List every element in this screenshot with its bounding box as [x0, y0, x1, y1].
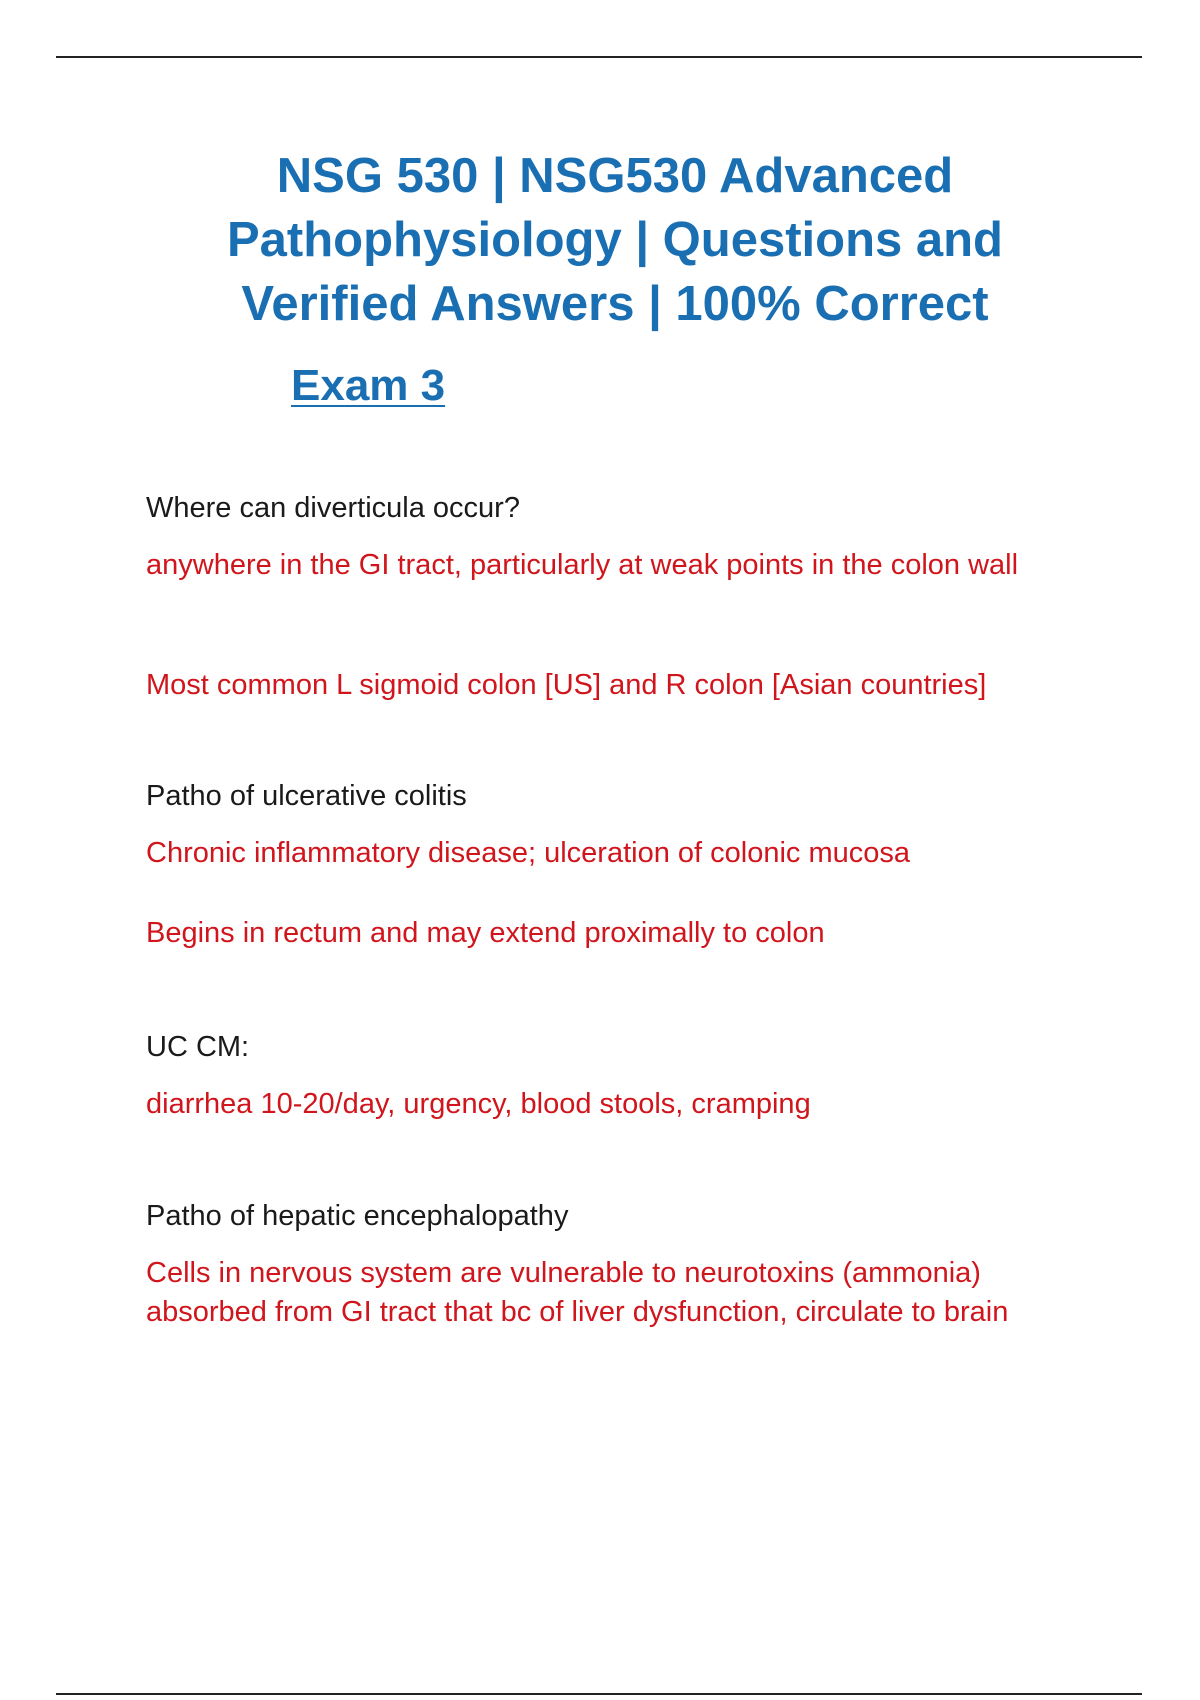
question-diverticula: Where can diverticula occur?: [146, 492, 520, 524]
answer-ulcerative-colitis-extent: Begins in rectum and may extend proximally to colon: [146, 917, 825, 949]
answer-hepatic-encephalopathy: Cells in nervous system are vulnerable to neurotoxins (ammonia) absorbed from GI tract that bc of liver dysfunction, circulate to brain: [146, 1257, 1009, 1328]
top-rule: [56, 56, 1142, 58]
title-line: Pathophysiology | Questions and: [226, 213, 1003, 267]
answer-diverticula-common-sites: Most common L sigmoid colon [US] and R colon [Asian countries]: [146, 669, 987, 701]
bottom-rule: [56, 1693, 1142, 1695]
answer-uc-cm: diarrhea 10-20/day, urgency, blood stools, cramping: [146, 1088, 811, 1120]
question-uc-cm: UC CM:: [146, 1031, 250, 1063]
question-hepatic-encephalopathy: Patho of hepatic encephalopathy: [146, 1200, 569, 1232]
exam-subtitle: Exam 3: [291, 361, 446, 410]
title-line: NSG 530 | NSG530 Advanced: [276, 149, 954, 203]
answer-diverticula-location: anywhere in the GI tract, particularly at weak points in the colon wall: [146, 549, 1019, 581]
question-ulcerative-colitis: Patho of ulcerative colitis: [146, 780, 467, 812]
document-title: [150, 144, 1080, 336]
title-line: Verified Answers | 100% Correct: [241, 277, 989, 331]
answer-ulcerative-colitis-disease: Chronic inflammatory disease; ulceration of colonic mucosa: [146, 837, 911, 869]
